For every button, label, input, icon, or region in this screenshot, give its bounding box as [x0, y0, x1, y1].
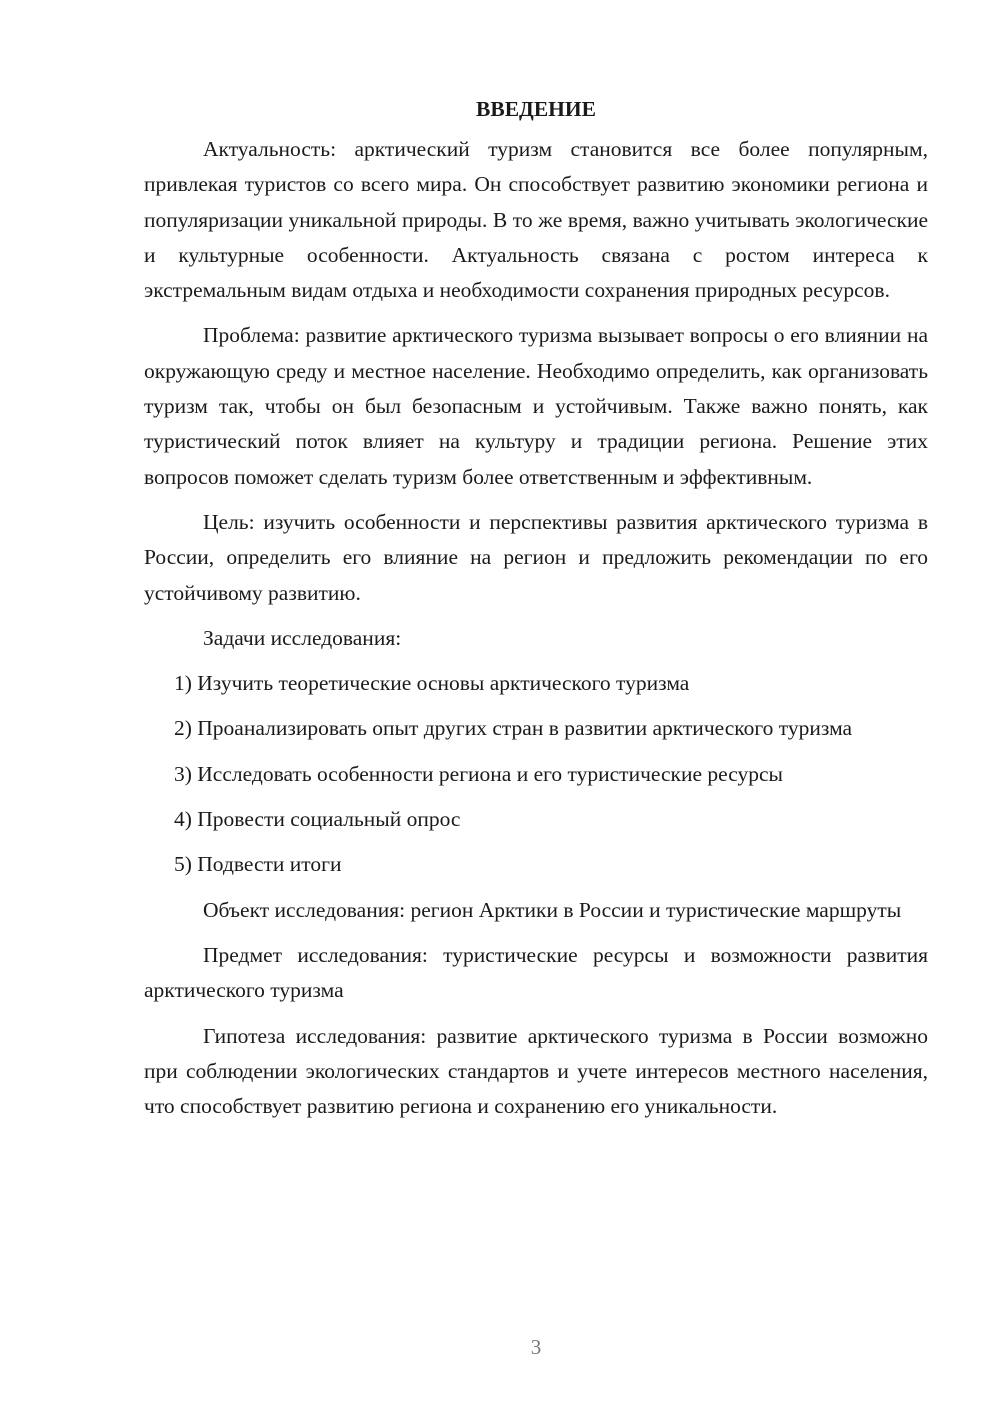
- document-page: [144, 92, 928, 1134]
- paragraph-subject: Предмет исследования: туристические ресурсы и возможности развития арктического туризма: [144, 942, 928, 1003]
- list-item: 5) Подвести итоги: [174, 852, 342, 877]
- tasks-heading: Задачи исследования:: [203, 625, 402, 650]
- paragraph-relevance: Актуальность: арктический туризм становится все более популярным, привлекая туристов со всего мира. Он способствует развитию экономики региона и популяризации уникальной природы. В то же время, важно учитывать экологические и культурные особенности. Актуальность связана с ростом интереса к экстремальным видам отдыха и необходимости сохранения природных ресурсов.: [144, 137, 928, 303]
- paragraph-problem: Проблема: развитие арктического туризма вызывает вопросы о его влиянии на окружающую среду и местное население. Необходимо определить, как организовать туризм так, чтобы он был безопасным и устойчивым. Также важно понять, как туристический поток влияет на культуру и традиции региона. Решение этих вопросов поможет сделать туризм более ответственным и эффективным.: [144, 323, 928, 489]
- list-item: 4) Провести социальный опрос: [174, 807, 461, 832]
- paragraph-object: Объект исследования: регион Арктики в России и туристические маршруты: [203, 897, 902, 922]
- list-item: 1) Изучить теоретические основы арктического туризма: [174, 671, 690, 696]
- list-item: 3) Исследовать особенности региона и его туристические ресурсы: [174, 761, 783, 786]
- paragraph-hypothesis: Гипотеза исследования: развитие арктического туризма в России возможно при соблюдении экологических стандартов и учете интересов местного населения, что способствует развитию региона и сохранению его уникальности.: [144, 1023, 928, 1119]
- list-item: 2) Проанализировать опыт других стран в развитии арктического туризма: [174, 716, 853, 741]
- section-heading: ВВЕДЕНИЕ: [476, 97, 596, 121]
- paragraph-goal: Цель: изучить особенности и перспективы развития арктического туризма в России, определить его влияние на регион и предложить рекомендации по его устойчивому развитию.: [144, 509, 928, 605]
- tasks-list: [144, 666, 928, 882]
- page-number: 3: [530, 1335, 542, 1359]
